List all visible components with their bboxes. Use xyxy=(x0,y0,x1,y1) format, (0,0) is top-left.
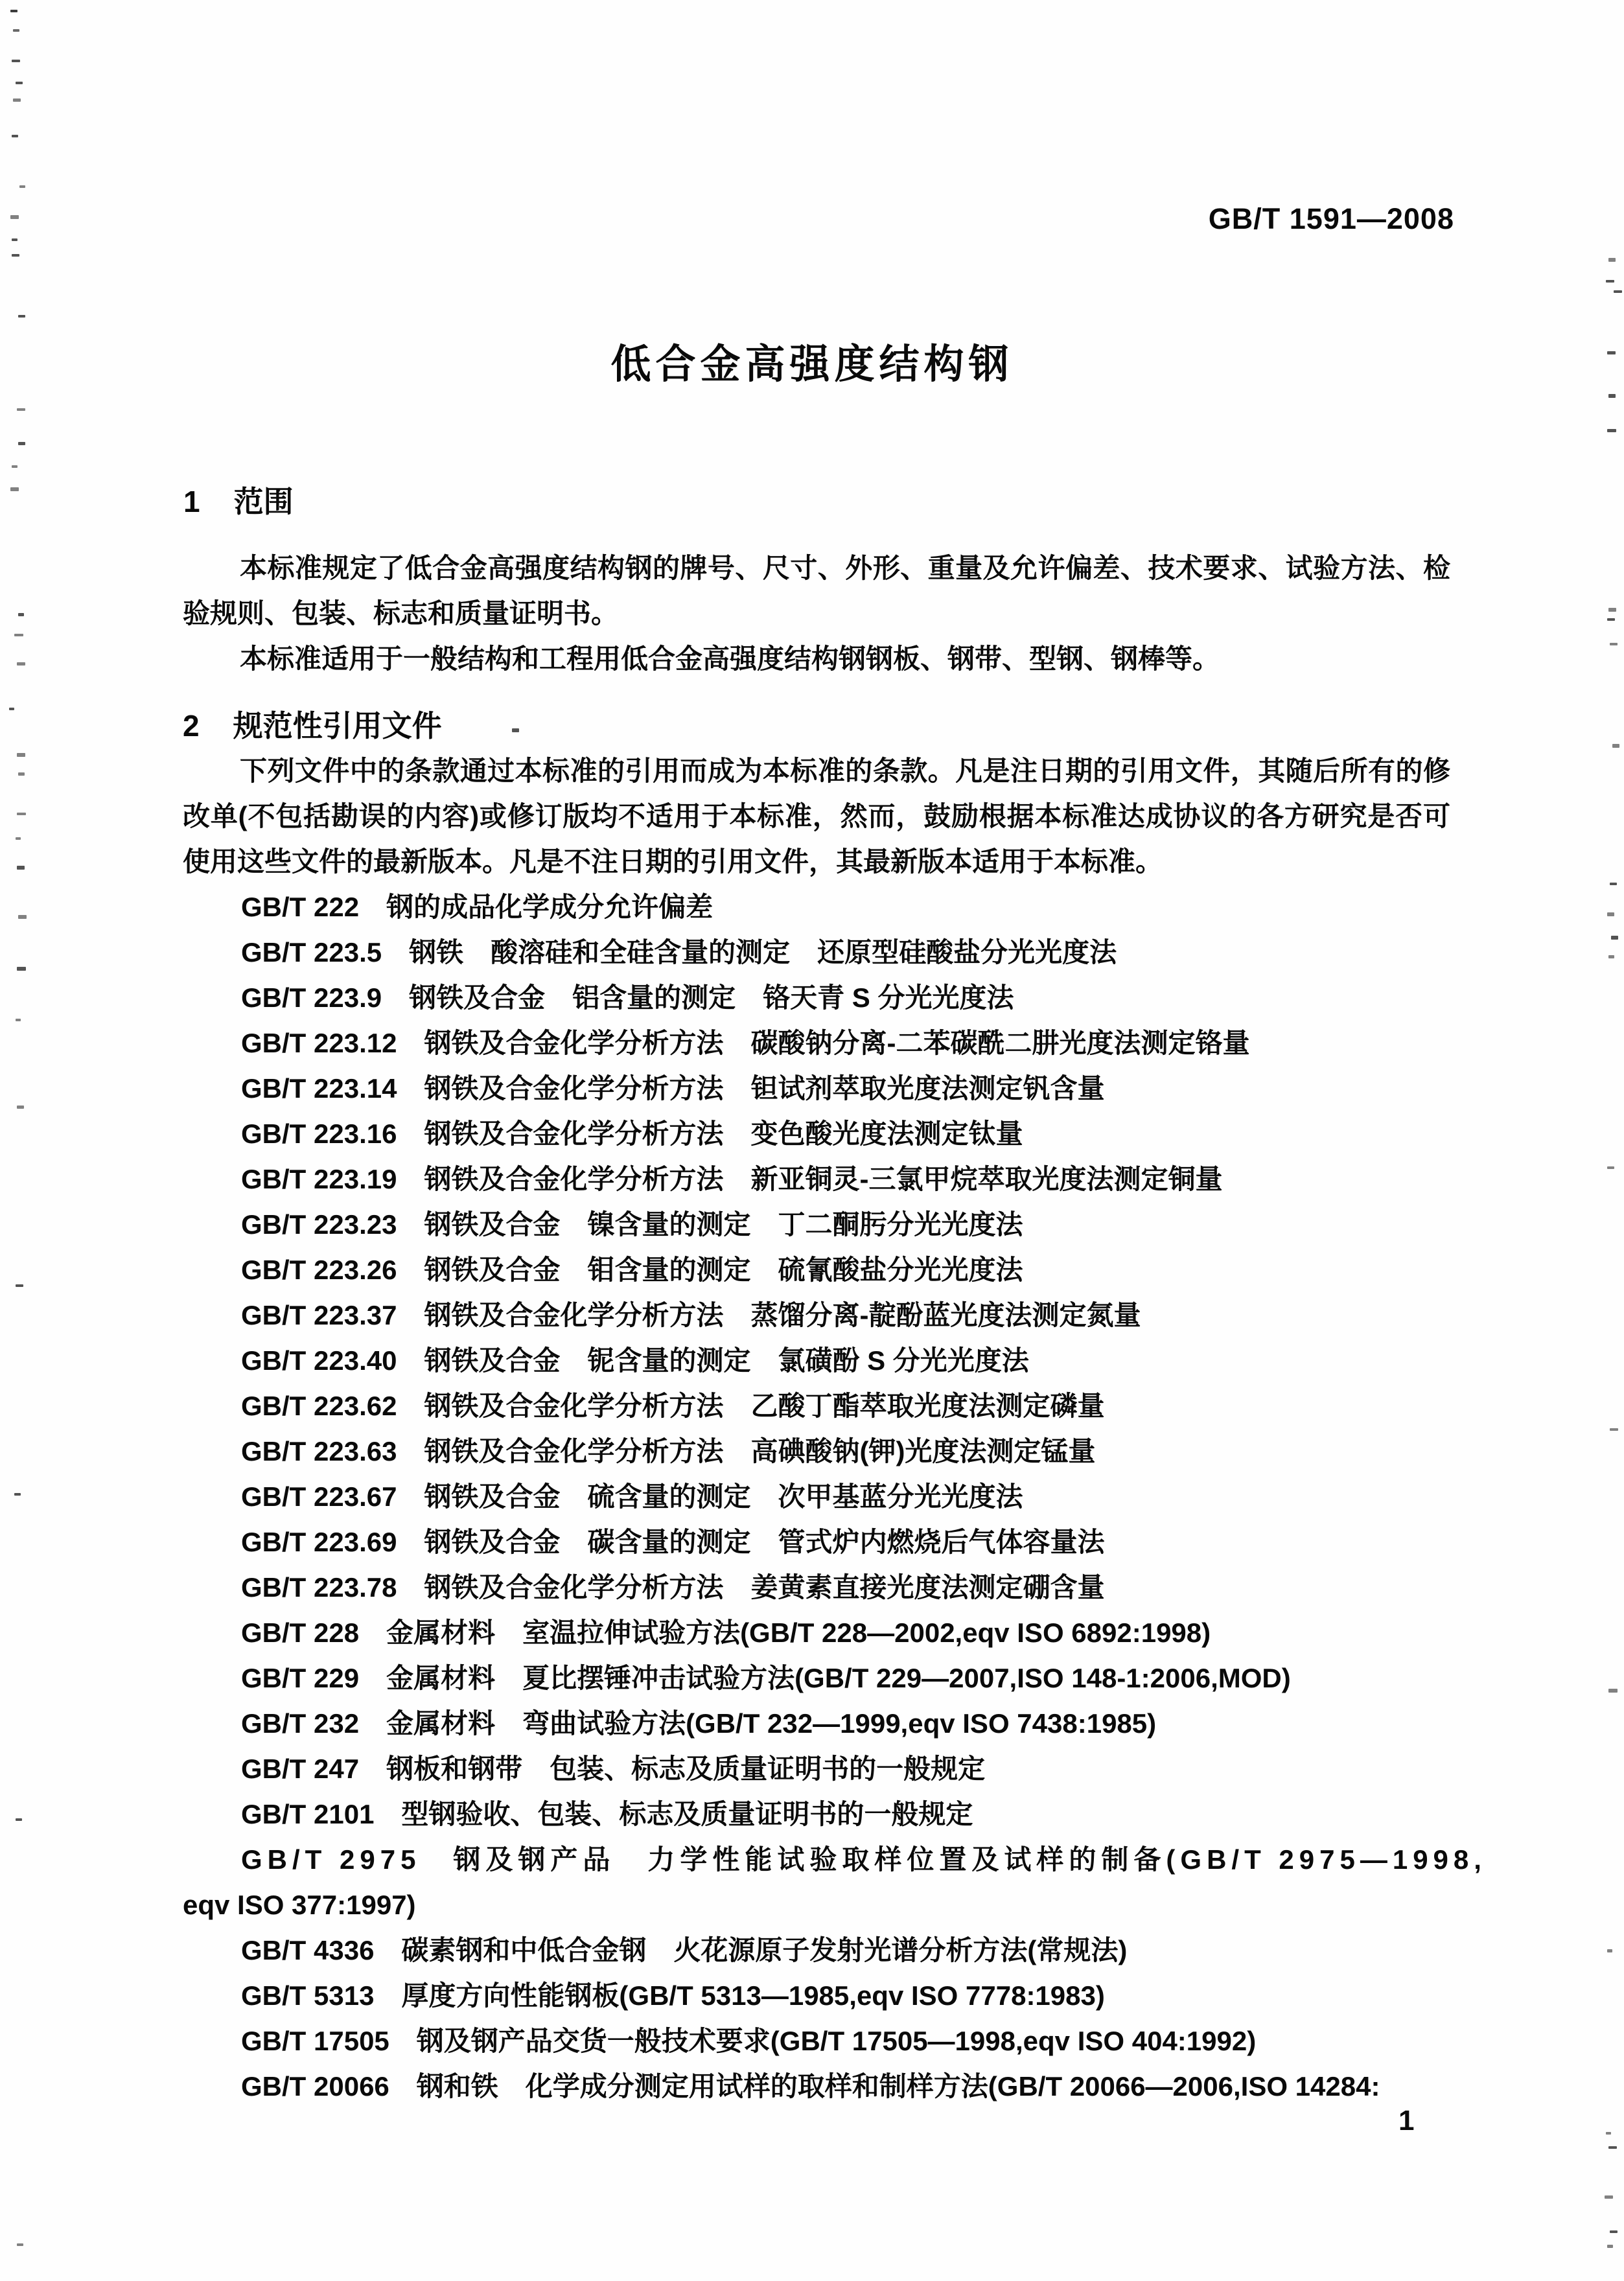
scan-artifact-dot xyxy=(1608,1689,1618,1693)
reference-line: GB/T 4336 碳素钢和中低合金钢 火花源原子发射光谱分析方法(常规法) xyxy=(241,1935,1128,1965)
scan-artifact-dot xyxy=(1607,429,1616,432)
scan-artifact-dot xyxy=(12,465,17,468)
reference-line: GB/T 223.23 钢铁及合金 镍含量的测定 丁二酮肟分光光度法 xyxy=(241,1209,1023,1240)
scan-artifact-dot xyxy=(17,662,25,666)
scan-artifact-dot xyxy=(18,442,25,445)
scan-artifact-dot xyxy=(16,1818,22,1821)
scan-artifact-dot xyxy=(16,837,21,840)
scan-artifact-dot xyxy=(18,613,24,616)
reference-line: GB/T 20066 钢和铁 化学成分测定用试样的取样和制样方法(GB/T 20066—2006,ISO 14284: xyxy=(241,2071,1380,2102)
scan-artifact-dot xyxy=(1614,290,1622,293)
reference-line: GB/T 2101 型钢验收、包装、标志及质量证明书的一般规定 xyxy=(241,1799,973,1829)
scan-artifact-dot xyxy=(1612,744,1619,748)
reference-line: GB/T 223.5 钢铁 酸溶硅和全硅含量的测定 还原型硅酸盐分光光度法 xyxy=(241,937,1117,967)
scan-artifact-dot xyxy=(10,215,19,219)
scan-artifact-dot xyxy=(14,1493,21,1496)
reference-line: GB/T 223.69 钢铁及合金 碳含量的测定 管式炉内燃烧后气体容量法 xyxy=(241,1527,1105,1557)
reference-line: GB/T 223.12 钢铁及合金化学分析方法 碳酸钠分离-二苯碳酰二肼光度法测定铬量 xyxy=(241,1028,1250,1058)
reference-line: GB/T 223.62 钢铁及合金化学分析方法 乙酸丁酯萃取光度法测定磷量 xyxy=(241,1391,1105,1421)
scan-artifact-dot xyxy=(1606,280,1614,283)
scan-artifact-dot xyxy=(12,238,17,241)
scan-artifact-dot xyxy=(1606,2132,1611,2135)
scope-paragraph-2: 本标准适用于一般结构和工程用低合金高强度结构钢钢板、钢带、型钢、钢棒等。 xyxy=(240,643,1220,674)
section-2-heading xyxy=(183,703,1450,748)
reference-line: GB/T 2975 钢及钢产品 力学性能试验取样位置及试样的制备(GB/T 2975—1998, xyxy=(241,1844,1487,1875)
scan-artifact-dot xyxy=(1605,2195,1613,2199)
reference-line: GB/T 223.16 钢铁及合金化学分析方法 变色酸光度法测定钛量 xyxy=(241,1118,1023,1149)
scan-artifact-dot xyxy=(1608,2146,1617,2149)
scan-artifact-dot xyxy=(1607,912,1614,916)
scan-artifact-dot xyxy=(12,60,20,62)
reference-list xyxy=(183,885,1487,2109)
scan-artifact-dot xyxy=(18,772,25,776)
document-title: 低合金高强度结构钢 xyxy=(610,342,1014,387)
scan-artifact-dot xyxy=(1610,643,1618,645)
scan-artifact-dot xyxy=(14,634,23,636)
scan-artifact-dot xyxy=(1608,955,1614,958)
reference-line: GB/T 232 金属材料 弯曲试验方法(GB/T 232—1999,eqv ISO 7438:1985) xyxy=(241,1708,1157,1739)
scope-paragraph-1: 本标准规定了低合金高强度结构钢的牌号、尺寸、外形、重量及允许偏差、技术要求、试验方法、检验规则、包装、标志和质量证明书。 xyxy=(183,553,1450,629)
reference-line: eqv ISO 377:1997) xyxy=(183,1890,416,1920)
reference-line: GB/T 228 金属材料 室温拉伸试验方法(GB/T 228—2002,eqv ISO 6892:1998) xyxy=(241,1617,1211,1648)
section-1-number: 1 xyxy=(183,485,200,518)
scan-artifact-dot xyxy=(16,1019,21,1021)
reference-line: GB/T 223.40 钢铁及合金 铌含量的测定 氯磺酚 S 分光光度法 xyxy=(241,1345,1029,1376)
scan-artifact-dot xyxy=(18,915,27,919)
reference-line: GB/T 222 钢的成品化学成分允许偏差 xyxy=(241,892,713,922)
scan-artifact-dot xyxy=(17,2243,23,2246)
scan-artifact-dot xyxy=(1607,351,1616,354)
scan-artifact-dot xyxy=(1608,608,1616,612)
scan-artifact-dot xyxy=(12,254,19,257)
scan-artifact-dot xyxy=(17,753,25,757)
section-1-heading xyxy=(183,478,294,521)
scan-artifact-dot xyxy=(16,82,23,84)
scan-artifact-dot xyxy=(13,98,21,102)
scan-artifact-dot xyxy=(17,813,26,815)
scan-artifact-dot xyxy=(1610,883,1617,885)
scan-artifact-dot xyxy=(512,728,519,732)
scan-artifact-dot xyxy=(1607,618,1615,621)
reference-line: GB/T 5313 厚度方向性能钢板(GB/T 5313—1985,eqv ISO 7778:1983) xyxy=(241,1980,1105,2011)
reference-line: GB/T 223.19 钢铁及合金化学分析方法 新亚铜灵-三氯甲烷萃取光度法测定铜量 xyxy=(241,1164,1223,1194)
scan-artifact-dot xyxy=(17,967,26,971)
scan-artifact-dot xyxy=(17,866,25,870)
scan-artifact-dot xyxy=(1607,2245,1613,2248)
scan-artifact-dot xyxy=(1607,1949,1612,1952)
scan-artifact-dot xyxy=(18,315,25,318)
scan-artifact-dot xyxy=(10,487,19,491)
reference-line: GB/T 223.9 钢铁及合金 铝含量的测定 铬天青 S 分光光度法 xyxy=(241,982,1014,1013)
reference-line: GB/T 247 钢板和钢带 包装、标志及质量证明书的一般规定 xyxy=(241,1754,986,1784)
reference-line: GB/T 223.63 钢铁及合金化学分析方法 高碘酸钠(钾)光度法测定锰量 xyxy=(241,1436,1096,1466)
section-2-number: 2 xyxy=(183,709,200,743)
scan-artifact-dot xyxy=(1608,394,1616,398)
reference-line: GB/T 223.37 钢铁及合金化学分析方法 蒸馏分离-靛酚蓝光度法测定氮量 xyxy=(241,1300,1141,1330)
reference-line: GB/T 223.67 钢铁及合金 硫含量的测定 次甲基蓝分光光度法 xyxy=(241,1481,1023,1512)
reference-line: GB/T 229 金属材料 夏比摆锤冲击试验方法(GB/T 229—2007,ISO 148-1:2006,MOD) xyxy=(241,1663,1291,1693)
scan-artifact-dot xyxy=(13,29,19,32)
scan-artifact-dot xyxy=(12,135,18,137)
scan-artifact-dot xyxy=(1607,1166,1614,1169)
document-body xyxy=(183,546,1487,2109)
scan-artifact-dot xyxy=(1610,2230,1618,2233)
references-intro-paragraph: 下列文件中的条款通过本标准的引用而成为本标准的条款。凡是注日期的引用文件，其随后所有的修改单(不包括勘误的内容)或修订版均不适用于本标准，然而，鼓励根据本标准达成协议的各方研究是否可使用这些文件的最新版本。凡是不注日期的引用文件，其最新版本适用于本标准。 xyxy=(183,756,1450,877)
reference-line: GB/T 17505 钢及钢产品交货一般技术要求(GB/T 17505—1998,eqv ISO 404:1992) xyxy=(241,2026,1257,2056)
section-2-title: 规范性引用文件 xyxy=(233,709,442,743)
scan-artifact-dot xyxy=(17,408,25,411)
standard-code: GB/T 1591—2008 xyxy=(1208,202,1454,235)
scan-artifact-dot xyxy=(1608,258,1616,262)
scan-artifact-dot xyxy=(9,708,14,710)
scan-artifact-dot xyxy=(1610,1428,1618,1431)
scan-artifact-dot xyxy=(1611,936,1618,940)
reference-line: GB/T 223.78 钢铁及合金化学分析方法 姜黄素直接光度法测定硼含量 xyxy=(241,1572,1105,1603)
page-number: 1 xyxy=(1398,2105,1415,2136)
reference-line: GB/T 223.26 钢铁及合金 钼含量的测定 硫氰酸盐分光光度法 xyxy=(241,1255,1023,1285)
scan-artifact-dot xyxy=(19,185,25,188)
scan-artifact-dot xyxy=(16,1284,23,1287)
reference-line: GB/T 223.14 钢铁及合金化学分析方法 钽试剂萃取光度法测定钒含量 xyxy=(241,1073,1105,1104)
scan-artifact-dot xyxy=(10,10,17,12)
section-1-title: 范围 xyxy=(233,485,294,518)
scan-artifact-dot xyxy=(17,1106,24,1109)
